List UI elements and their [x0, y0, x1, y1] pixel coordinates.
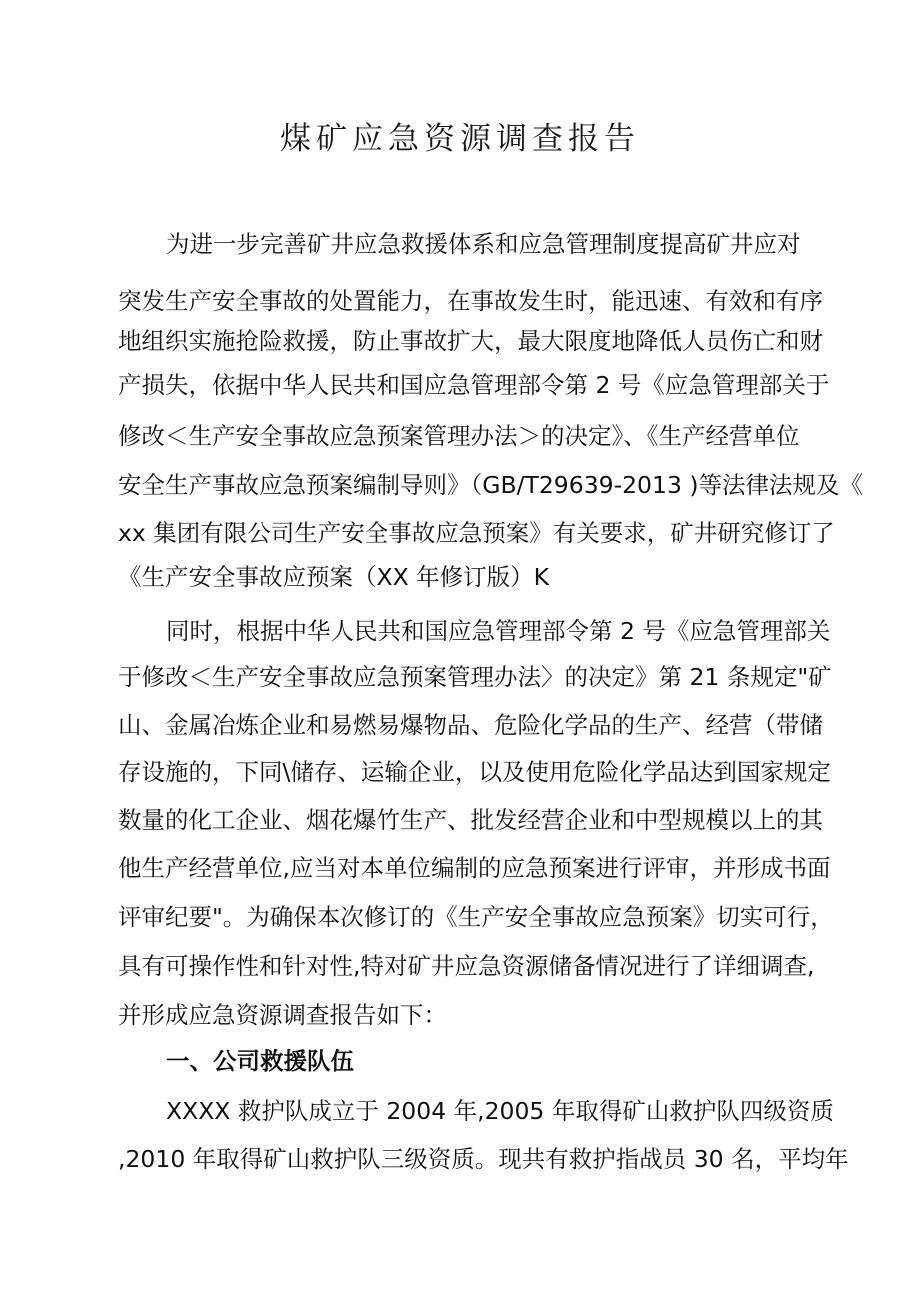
paragraph-line: 山、金属冶炼企业和易燃易爆物品、危险化学品的生产、经营（带储: [118, 711, 823, 739]
paragraph-line: xx 集团有限公司生产安全事故应急预案》有关要求，矿井研究修订了: [118, 519, 835, 547]
paragraph-line: ,2010 年取得矿山救护队三级资质。现共有救护指战员 30 名，平均年: [118, 1145, 849, 1173]
paragraph-line: 产损失，依据中华人民共和国应急管理部令第 2 号《应急管理部关于: [118, 371, 830, 399]
paragraph-line: 存设施的，下同\储存、运输企业，以及使用危险化学品达到国家规定: [118, 758, 831, 786]
paragraph-line: 安全生产事故应急预案编制导则》（GB/T29639-2013 )等法律法规及《: [118, 471, 864, 499]
page-title: 煤矿应急资源调查报告: [280, 121, 640, 157]
paragraph-line: 修改＜生产安全事故应急预案管理办法＞的决定》、《生产经营单位: [118, 422, 800, 450]
paragraph-line: 于修改＜生产安全事故应急预案管理办法〉的决定》第 21 条规定"矿: [118, 663, 832, 691]
paragraph-line: 突发生产安全事故的处置能力，在事故发生时，能迅速、有效和有序: [118, 287, 823, 315]
paragraph-line: XXXX 救护队成立于 2004 年,2005 年取得矿山救护队四级资质: [166, 1097, 834, 1125]
paragraph-line: 同时，根据中华人民共和国应急管理部令第 2 号《应急管理部关: [166, 617, 831, 645]
paragraph-line: 具有可操作性和针对性,特对矿井应急资源储备情况进行了详细调查,: [118, 952, 815, 980]
paragraph-line: 地组织实施抢险救援，防止事故扩大，最大限度地降低人员伤亡和财: [118, 327, 823, 355]
paragraph-line: 为进一步完善矿井应急救援体系和应急管理制度提高矿井应对: [166, 230, 801, 258]
section-heading: 一、公司救援队伍: [166, 1047, 354, 1075]
paragraph-line: 他生产经营单位,应当对本单位编制的应急预案进行评审，并形成书面: [118, 854, 831, 882]
paragraph-line: 并形成应急资源调查报告如下：: [118, 1001, 447, 1029]
paragraph-line: 《生产安全事故应预案（XX 年修订版）K: [118, 563, 550, 591]
paragraph-line: 数量的化工企业、烟花爆竹生产、批发经营企业和中型规模以上的其: [118, 806, 823, 834]
paragraph-line: 评审纪要"。为确保本次修订的《生产安全事故应急预案》切实可行，: [118, 903, 834, 931]
